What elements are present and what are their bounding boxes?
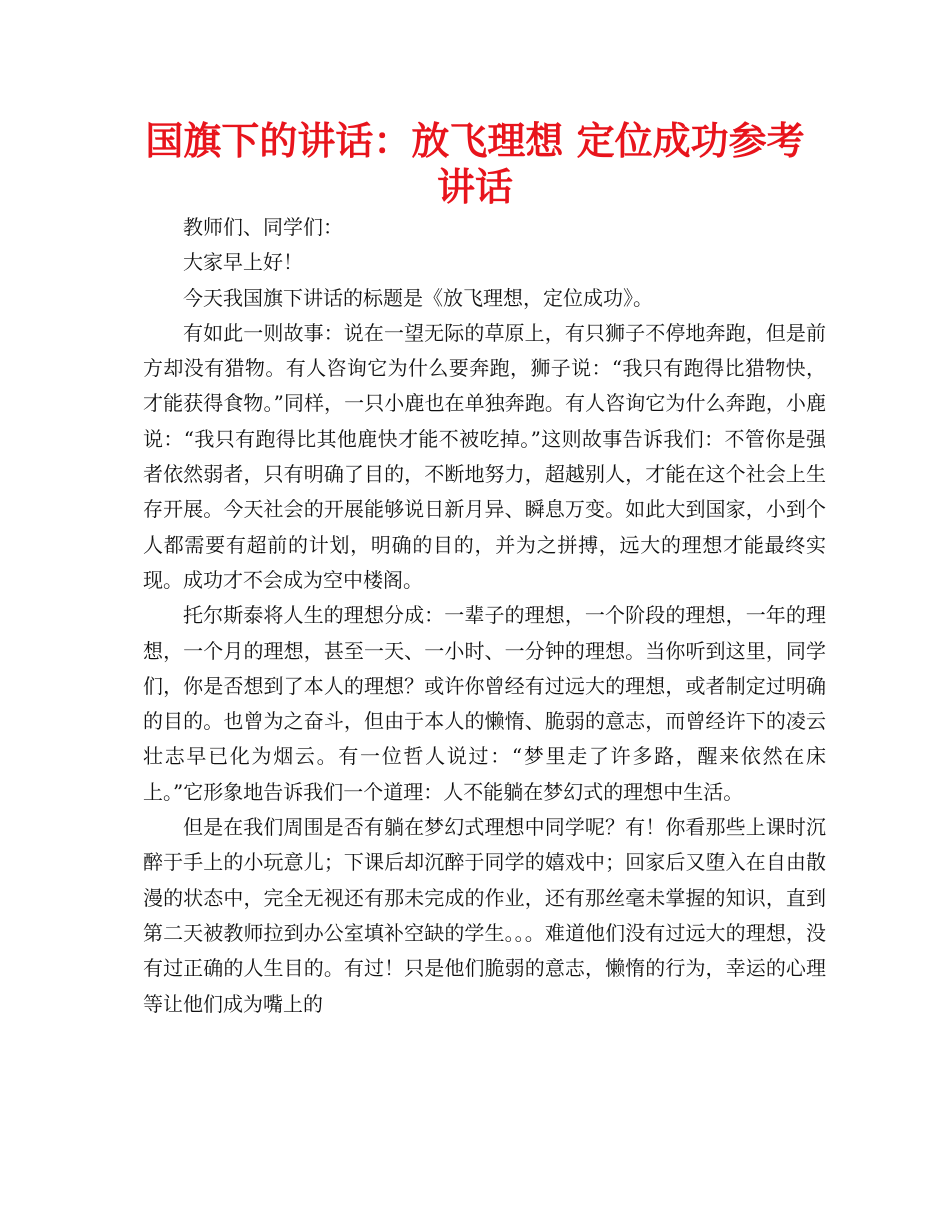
paragraph-lion-story: 有如此一则故事：说在一望无际的草原上，有只狮子不停地奔跑，但是前方却没有猎物。有人咨询它为什么要奔跑，狮子说：“我只有跑得比猎物快，才能获得食物。”同样，一只小鹿也在单独奔跑。有人咨询它为什么奔跑，小鹿说：“我只有跑得比其他鹿快才能不被吃掉。”这则故事告诉我们：不管你是强者依然弱者，只有明确了目的，不断地努力，超越别人，才能在这个社会上生存开展。今天社会的开展能够说日新月异、瞬息万变。如此大到国家，小到个人都需要有超前的计划，明确的目的，并为之拼搏，远大的理想才能最终实现。成功才不会成为空中楼阁。	[143, 320, 826, 592]
paragraph-greeting: 教师们、同学们：	[183, 215, 343, 239]
paragraph-topic: 今天我国旗下讲话的标题是《放飞理想，定位成功》。	[183, 285, 653, 310]
document-body	[143, 210, 826, 1022]
document-title: 国旗下的讲话：放飞理想 定位成功参考讲话	[145, 119, 805, 209]
paragraph-tolstoy: 托尔斯泰将人生的理想分成：一辈子的理想，一个阶段的理想，一年的理想，一个月的理想，甚至一天、一小时、一分钟的理想。当你听到这里，同学们，你是否想到了本人的理想？或许你曾经有过远大的理想，或者制定过明确的目的。也曾为之奋斗，但由于本人的懒惰、脆弱的意志，而曾经许下的凌云壮志早已化为烟云。有一位哲人说过：“梦里走了许多路，醒来依然在床上。”它形象地告诉我们一个道理：人不能躺在梦幻式的理想中生活。	[143, 603, 826, 804]
paragraph-dreamers: 但是在我们周围是否有躺在梦幻式理想中同学呢？有！你看那些上课时沉醉于手上的小玩意儿；下课后却沉醉于同学的嬉戏中；回家后又堕入在自由散漫的状态中，完全无视还有那未完成的作业，还有那丝毫未掌握的知识，直到第二天被教师拉到办公室填补空缺的学生。。。难道他们没有过远大的理想，没有过正确的人生目的。有过！只是他们脆弱的意志，懒惰的行为，幸运的心理等让他们成为嘴上的	[143, 815, 826, 1016]
paragraph-good-morning: 大家早上好！	[183, 250, 303, 275]
